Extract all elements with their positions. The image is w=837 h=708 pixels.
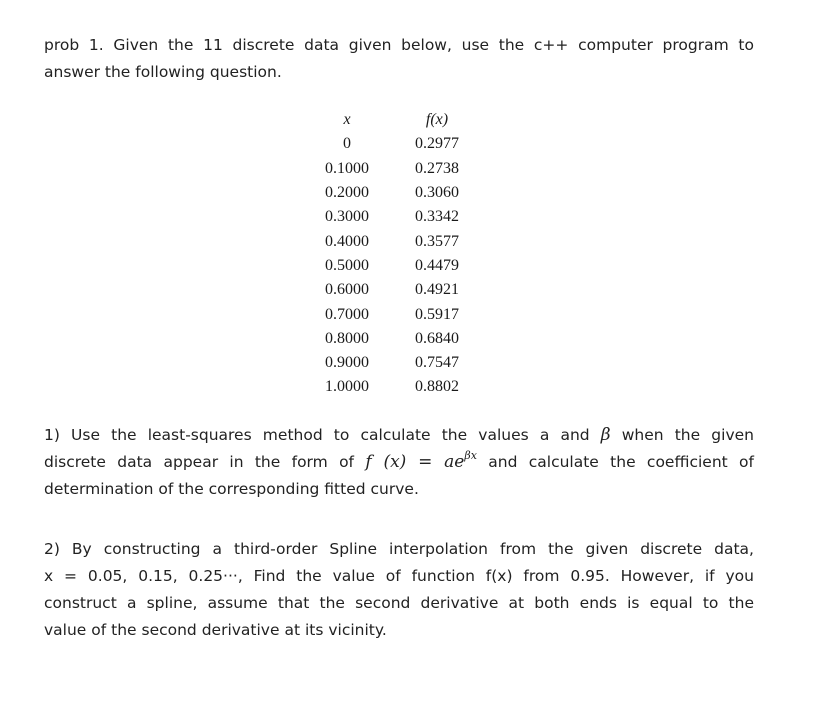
beta-symbol: β — [600, 425, 611, 445]
formula-exponent: βx — [464, 449, 477, 462]
cell-fx: 0.2738 — [415, 159, 459, 177]
formula — [365, 449, 477, 472]
cell-fx: 0.4921 — [415, 281, 459, 299]
question-2 — [44, 536, 754, 644]
q1-text-a: 1) Use the least-squares method to calculate the values a and — [44, 426, 590, 444]
problem-intro — [44, 32, 754, 86]
question-1 — [44, 422, 754, 503]
cell-x: 0.9000 — [325, 354, 369, 372]
table-row — [312, 181, 472, 205]
table-row — [312, 375, 472, 399]
table-row — [312, 278, 472, 302]
cell-fx: 0.3342 — [415, 208, 459, 226]
cell-x: 0.5000 — [325, 256, 369, 274]
table-header-row — [312, 108, 472, 132]
q1-text-b: when the given — [621, 426, 754, 444]
q1-text-c: discrete data appear in the form of — [44, 453, 355, 471]
cell-x: 0.2000 — [325, 184, 369, 202]
question-2-line-3: construct a spline, assume that the second derivative at both ends is equal to the — [44, 594, 754, 612]
table-row — [312, 254, 472, 278]
table-row — [312, 229, 472, 253]
cell-fx: 0.6840 — [415, 329, 459, 347]
q1-text-d: and calculate the coefficient of — [488, 453, 754, 471]
table-body — [312, 132, 472, 399]
cell-fx: 0.3060 — [415, 184, 459, 202]
table-row — [312, 205, 472, 229]
question-1-line-2 — [44, 449, 754, 476]
cell-fx: 0.2977 — [415, 135, 459, 153]
cell-fx: 0.8802 — [415, 378, 459, 396]
cell-x: 0.1000 — [325, 159, 369, 177]
table-row — [312, 327, 472, 351]
cell-x: 0.8000 — [325, 329, 369, 347]
cell-x: 0.7000 — [325, 305, 369, 323]
question-2-line-1: 2) By constructing a third-order Spline interpolation from the given discrete data, — [44, 540, 754, 558]
intro-line-2: answer the following question. — [44, 63, 282, 81]
cell-x: 0.6000 — [325, 281, 369, 299]
cell-x: 0.4000 — [325, 232, 369, 250]
question-1-line-1 — [44, 422, 754, 449]
question-2-line-4: value of the second derivative at its vicinity. — [44, 621, 387, 639]
header-fx: f(x) — [425, 111, 449, 129]
table-row — [312, 157, 472, 181]
data-table — [312, 108, 472, 400]
cell-fx: 0.5917 — [415, 305, 459, 323]
cell-x: 0.3000 — [325, 208, 369, 226]
cell-fx: 0.3577 — [415, 232, 459, 250]
table-row — [312, 351, 472, 375]
cell-fx: 0.4479 — [415, 256, 459, 274]
formula-main: f (x) = ae — [365, 452, 465, 472]
header-x: x — [343, 111, 351, 129]
cell-x: 0 — [343, 135, 351, 153]
question-2-line-2: x = 0.05, 0.15, 0.25···, Find the value of function f(x) from 0.95. However, if you — [44, 567, 754, 585]
cell-x: 1.0000 — [325, 378, 369, 396]
question-1-line-3: determination of the corresponding fitted curve. — [44, 480, 419, 498]
intro-line-1: prob 1. Given the 11 discrete data given below, use the c++ computer program to — [44, 36, 754, 54]
table-row — [312, 132, 472, 156]
table-row — [312, 302, 472, 326]
cell-fx: 0.7547 — [415, 354, 459, 372]
